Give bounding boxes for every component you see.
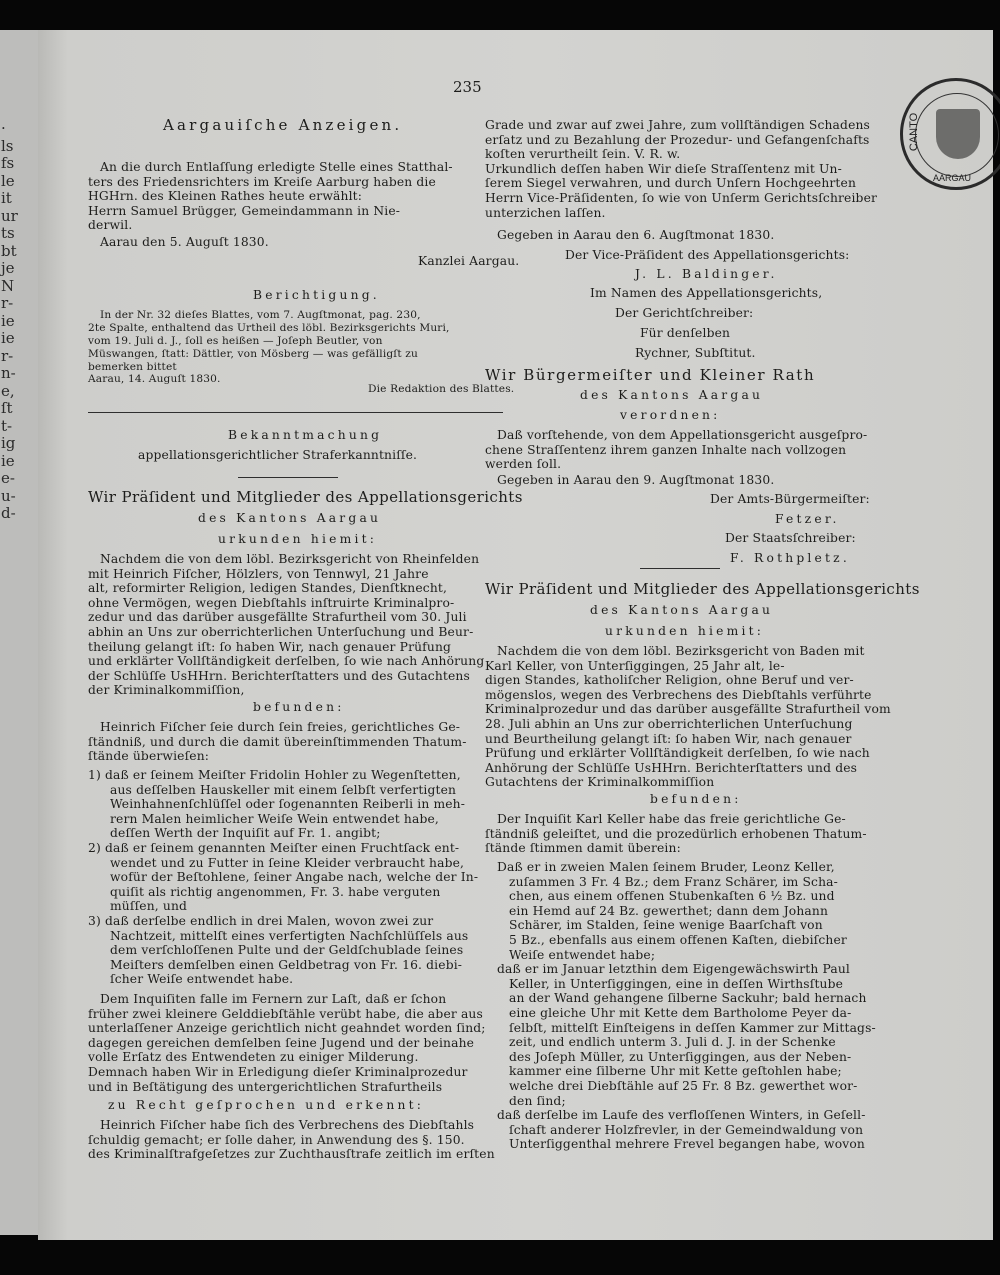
notice-line: Herrn Samuel Brügger, Gemeindammann in Nie- [88, 203, 401, 218]
continuation-line: koſten verurtheilt ſein. V. R. w. [485, 147, 681, 162]
signature-title: Im Namen des Appellationsgerichts, [590, 286, 823, 300]
aggravation-line: Dem Inquiſiten falle im Fernern zur Laſt, daß er ſchon [100, 992, 447, 1006]
margin-fragment: ie [1, 311, 15, 330]
margin-fragment: bt [1, 241, 17, 260]
item-line: Schärer, im Stalden, ſeine wenige Baarſchaft von [509, 918, 823, 933]
council-heading: des Kantons Aargau [580, 388, 764, 402]
item-line: chen, aus einem offenen Stubenkaſten 6 ½ Bz. und [509, 889, 835, 904]
margin-fragment: d- [1, 504, 16, 522]
correction-date: Aarau, 14. Auguſt 1830. [88, 373, 221, 385]
intro-line: Karl Keller, von Unterſiggingen, 25 Jahr alt, le- [485, 658, 785, 673]
item-line: eine gleiche Uhr mit Kette dem Bartholome Peyer da- [509, 1006, 852, 1020]
signature-name: Rychner, Subſtitut. [635, 346, 756, 360]
correction-line: bemerken bittet [88, 361, 177, 373]
council-line: Daß vorſtehende, von dem Appellationsgericht ausgeſpro- [497, 428, 868, 442]
signature-title: Der Vice-Präſident des Appellationsgerichts: [565, 248, 850, 262]
item-line: Unterſiggenthal mehrere Frevel begangen habe, wovon [509, 1137, 865, 1152]
aggravation-line: Demnach haben Wir in Erledigung dieſer Kriminalprozedur [88, 1065, 468, 1079]
findings-line: Heinrich Fiſcher ſeie durch ſein freies, gerichtliches Ge- [100, 720, 461, 734]
continuation-line: Herrn Vice-Präſidenten, ſo wie von Unſerm Gerichtsſchreiber [485, 191, 878, 205]
margin-fragment: fs [1, 154, 15, 172]
signature-title: Der Amts-Bürgermeiſter: [710, 492, 870, 506]
signature-name: Fetzer. [775, 512, 840, 526]
findings-line: ſtände überwieſen: [88, 749, 210, 764]
intro-line: Anhörung der Schlüſſe UsHHrn. Berichterſtatters und des [485, 760, 858, 775]
signature-title: Der Gerichtſchreiber: [615, 306, 754, 320]
verdict-line: des Kriminalſtrafgeſetzes zur Zuchthausſtrafe zeitlich im erſten [88, 1147, 495, 1162]
intro-line: abhin an Uns zur oberrichterlichen Unterſuchung und Beur- [88, 625, 474, 639]
item-line: 1) daß er ſeinem Meiſter Fridolin Hohler zu Wegenſtetten, [88, 768, 461, 782]
adjacent-page-edge [0, 30, 38, 1235]
item-line: welche drei Diebſtähle auf 25 Fr. 8 Bz. gewerthet wor- [509, 1079, 858, 1093]
aggravation-line: früher zwei kleinere Gelddiebſtähle verübt habe, die aber aus [88, 1006, 483, 1021]
margin-fragment: n- [1, 364, 16, 382]
item-line: aus deſſelben Hauskeller mit einem ſelbſt verfertigten [110, 782, 457, 797]
item-line: 2) daß er ſeinem genannten Meiſter einen Fruchtſack ent- [88, 841, 460, 855]
margin-fragment: ig [1, 434, 16, 452]
item-line: Daß er in zweien Malen ſeinem Bruder, Leonz Keller, [497, 860, 835, 874]
aggravation-line: unterlaſſener Anzeige gerichtlich nicht geahndet worden ſind; [88, 1021, 486, 1036]
margin-fragment: ts [1, 224, 15, 242]
correction-line: In der Nr. 32 dieſes Blattes, vom 7. Augſtmonat, pag. 230, [100, 309, 421, 321]
continuation-line: ſerem Siegel verwahren, und durch Unſern Hochgeehrten [485, 176, 857, 191]
item-line: den ſind; [509, 1093, 566, 1108]
item-line: dem verſchloſſenen Pulte und der Geldſchublade ſeines [110, 943, 464, 958]
correction-line: 2te Spalte, enthaltend das Urtheil des löbl. Bezirksgerichts Muri, [88, 322, 450, 334]
intro-line: 28. Juli abhin an Uns zur oberrichterlichen Unterſuchung [485, 717, 853, 731]
court-heading: Wir Präſident und Mitglieder des Appellationsgerichts [485, 580, 920, 598]
page [38, 30, 993, 1240]
item-line: ſchaft anderer Holzfrevler, in der Gemeindwaldung von [509, 1122, 864, 1137]
court-heading: urkunden hiemit: [218, 532, 378, 546]
item-line: ſcher Weiſe entwendet habe. [110, 972, 294, 987]
signature-title: Der Staatsſchreiber: [725, 531, 856, 545]
council-heading: verordnen: [620, 408, 721, 422]
verdict-line: Heinrich Fiſcher habe ſich des Verbrechens des Diebſtahls [100, 1118, 475, 1132]
item-line: ein Hemd auf 24 Bz. gewerthet; dann dem Johann [509, 903, 829, 918]
notice-line: ters des Friedensrichters im Kreiſe Aarburg haben die [88, 174, 436, 189]
shield-icon [936, 109, 980, 159]
aggravation-line: volle Erſatz des Entwendeten zu einiger Milderung. [88, 1050, 419, 1065]
margin-fragment: r- [1, 346, 14, 365]
item-line: deſſen Werth der Inquiſit auf Fr. 1. angibt; [110, 826, 381, 841]
item-line: ſelbſt, mittelſt Einſteigens in deſſen Kammer zur Mittags- [509, 1020, 876, 1035]
item-line: Weiſe entwendet habe; [509, 947, 656, 962]
item-line: 5 Bz., ebenfalls aus einem offenen Kaſten, diebiſcher [509, 933, 847, 947]
margin-fragment: t- [1, 416, 13, 435]
intro-line: Gutachtens der Kriminalkommiſſion [485, 775, 715, 790]
announcement-title: Bekanntmachung [228, 428, 383, 442]
margin-fragment: ie [1, 329, 15, 347]
intro-line: und erklärter Vollſtändigkeit derſelben, ſo wie nach Anhörung [88, 654, 485, 669]
item-line: wofür der Beſtohlene, ſeiner Angabe nach, welche der In- [110, 870, 479, 885]
continuation-line: erſatz und zu Bezahlung der Prozedur- und Gefangenſchafts [485, 132, 870, 147]
item-line: Meiſters demſelben einen Geldbetrag von Fr. 16. diebi- [110, 957, 463, 972]
signature-title: Für denſelben [640, 326, 731, 340]
continuation-line: Urkundlich deſſen haben Wir dieſe Straſſentenz mit Un- [485, 161, 842, 176]
intro-line: theilung gelangt iſt: ſo haben Wir, nach genauer Prüfung [88, 639, 452, 654]
intro-line: mögenslos, wegen des Verbrechens des Diebſtahls verführte [485, 687, 872, 702]
item-line: kammer eine ſilberne Uhr mit Kette geſtohlen habe; [509, 1064, 842, 1079]
correction-title: Berichtigung. [253, 288, 380, 302]
item-line: wendet und zu Futter in ſeine Kleider verbraucht habe, [110, 855, 465, 870]
continuation-line: Grade und zwar auf zwei Jahre, zum vollſtändigen Schadens [485, 118, 871, 132]
notice-line: HGHrn. des Kleinen Rathes heute erwählt: [88, 189, 363, 204]
findings-line: Der Inquiſit Karl Keller habe das freie gerichtliche Ge- [497, 812, 846, 826]
signature-name: J. L. Baldinger. [635, 267, 778, 281]
signature-name: F. Rothpletz. [730, 551, 850, 565]
announcement-subtitle: appellationsgerichtlicher Straferkanntniſſe. [138, 448, 418, 462]
margin-fragment: ur [1, 206, 18, 225]
divider [238, 477, 338, 478]
item-line: zuſammen 3 Fr. 4 Bz.; dem Franz Schärer, im Scha- [509, 874, 838, 889]
margin-fragment: je [1, 259, 15, 277]
margin-fragment: e- [1, 469, 15, 487]
margin-fragment: le [1, 171, 15, 190]
aggravation-line: und in Beſtätigung des untergerichtlichen Strafurtheils [88, 1079, 443, 1094]
item-line: quiſit als richtig angenommen, Fr. 3. habe verguten [110, 884, 441, 899]
page-number: 235 [453, 78, 482, 96]
margin-fragment: N [1, 276, 15, 295]
margin-fragment: r- [1, 294, 14, 312]
divider [88, 412, 503, 413]
intro-line: zedur und das darüber ausgefällte Strafurtheil vom 30. Juli [88, 610, 467, 625]
notice-line: derwil. [88, 218, 133, 233]
council-line: werden ſoll. [485, 457, 562, 472]
item-line: rern Malen heimlicher Weiſe Wein entwendet habe, [110, 811, 439, 826]
item-line: daß er im Januar letzthin dem Eigengewächswirth Paul [497, 962, 850, 977]
canton-stamp: CANTO AARGAU [900, 78, 1000, 190]
aggravation-line: dagegen gereichen demſelben ſeine Jugend und der beinahe [88, 1035, 475, 1050]
item-line: zeit, und endlich unterm 3. Juli d. J. in der Schenke [509, 1035, 836, 1050]
intro-line: digen Standes, katholiſcher Religion, ohne Beruf und ver- [485, 673, 854, 688]
intro-line: alt, reformirter Religion, ledigen Standes, Dienſtknecht, [88, 581, 448, 596]
item-line: müſſen, und [110, 899, 188, 914]
margin-fragment: ls [1, 136, 14, 155]
intro-line: mit Heinrich Fiſcher, Hölzlers, von Tennwyl, 21 Jahre [88, 566, 429, 581]
befunden-heading: befunden: [253, 700, 345, 714]
intro-line: Nachdem die von dem löbl. Bezirksgericht von Baden mit [497, 644, 865, 658]
intro-line: und Beurtheilung gelangt iſt: ſo haben Wir, nach genauer [485, 731, 852, 746]
intro-line: Kriminalprozedur und das darüber ausgefällte Strafurtheil vom [485, 702, 891, 717]
intro-line: ohne Vermögen, wegen Diebſtahls inſtruirte Kriminalpro- [88, 595, 455, 610]
divider [640, 568, 720, 569]
item-line: Weinhahnenſchlüſſel oder ſogenannten Reiberli in meh- [110, 797, 466, 812]
court-heading: des Kantons Aargau [590, 603, 774, 617]
findings-line: ſtändniß, und durch die damit übereinſtimmenden Thatum- [88, 734, 467, 749]
margin-fragment: · [1, 119, 6, 137]
intro-line: der Kriminalkommiſſion, [88, 683, 245, 698]
item-line: Nachtzeit, mittelſt eines verfertigten Nachſchlüſſels aus [110, 928, 469, 943]
margin-fragment: ſt [1, 399, 13, 417]
notice-signature: Kanzlei Aargau. [418, 254, 520, 268]
margin-fragment: ie [1, 451, 15, 470]
findings-line: ſtändniß geleiſtet, und die prozedürlich erhobenen Thatum- [485, 826, 867, 841]
correction-signature: Die Redaktion des Blattes. [368, 383, 515, 395]
date-line: Gegeben in Aarau den 6. Augſtmonat 1830. [497, 228, 775, 242]
court-heading: des Kantons Aargau [198, 511, 382, 525]
margin-fragment: it [1, 189, 12, 207]
court-heading: urkunden hiemit: [605, 624, 765, 638]
council-heading: Wir Bürgermeiſter und Kleiner Rath [485, 366, 816, 384]
befunden-heading: befunden: [650, 792, 742, 806]
verdict-heading: zu Recht geſprochen und erkennt: [108, 1098, 425, 1112]
margin-fragment: e, [1, 381, 15, 400]
notice-date: Aarau den 5. Auguſt 1830. [100, 235, 269, 249]
margin-fragment: u- [1, 486, 16, 505]
verdict-line: ſchuldig gemacht; er ſolle daher, in Anwendung des §. 150. [88, 1132, 465, 1147]
date-line: Gegeben in Aarau den 9. Augſtmonat 1830. [497, 473, 775, 487]
section-header: Aargauiſche Anzeigen. [163, 116, 403, 134]
item-line: 3) daß derſelbe endlich in drei Malen, wovon zwei zur [88, 914, 434, 928]
continuation-line: unterzichen laſſen. [485, 205, 606, 220]
intro-line: Prüfung und erklärter Vollſtändigkeit derſelben, ſo wie nach [485, 746, 870, 761]
findings-line: ſtände ſtimmen damit überein: [485, 841, 681, 856]
item-line: Keller, in Unterſiggingen, eine in deſſen Wirthsſtube [509, 976, 844, 991]
notice-line: An die durch Entlaſſung erledigte Stelle eines Statthal- [100, 160, 453, 174]
item-line: an der Wand gehangene ſilberne Sackuhr; bald hernach [509, 991, 867, 1006]
court-heading: Wir Präſident und Mitglieder des Appellationsgerichts [88, 488, 523, 506]
intro-line: der Schlüſſe UsHHrn. Berichterſtatters und des Gutachtens [88, 668, 470, 683]
item-line: daß derſelbe im Laufe des verfloſſenen Winters, in Geſell- [497, 1108, 866, 1123]
correction-line: Müswangen, ſtatt: Dättler, von Mösberg — was gefälligſt zu [88, 348, 418, 360]
intro-line: Nachdem die von dem löbl. Bezirksgericht von Rheinfelden [100, 552, 480, 566]
item-line: des Joſeph Müller, zu Unterſiggingen, aus der Neben- [509, 1049, 852, 1064]
council-line: chene Straſſentenz ihrem ganzen Inhalte nach vollzogen [485, 442, 847, 457]
correction-line: vom 19. Juli d. J., ſoll es heißen — Joſeph Beutler, von [88, 335, 383, 347]
